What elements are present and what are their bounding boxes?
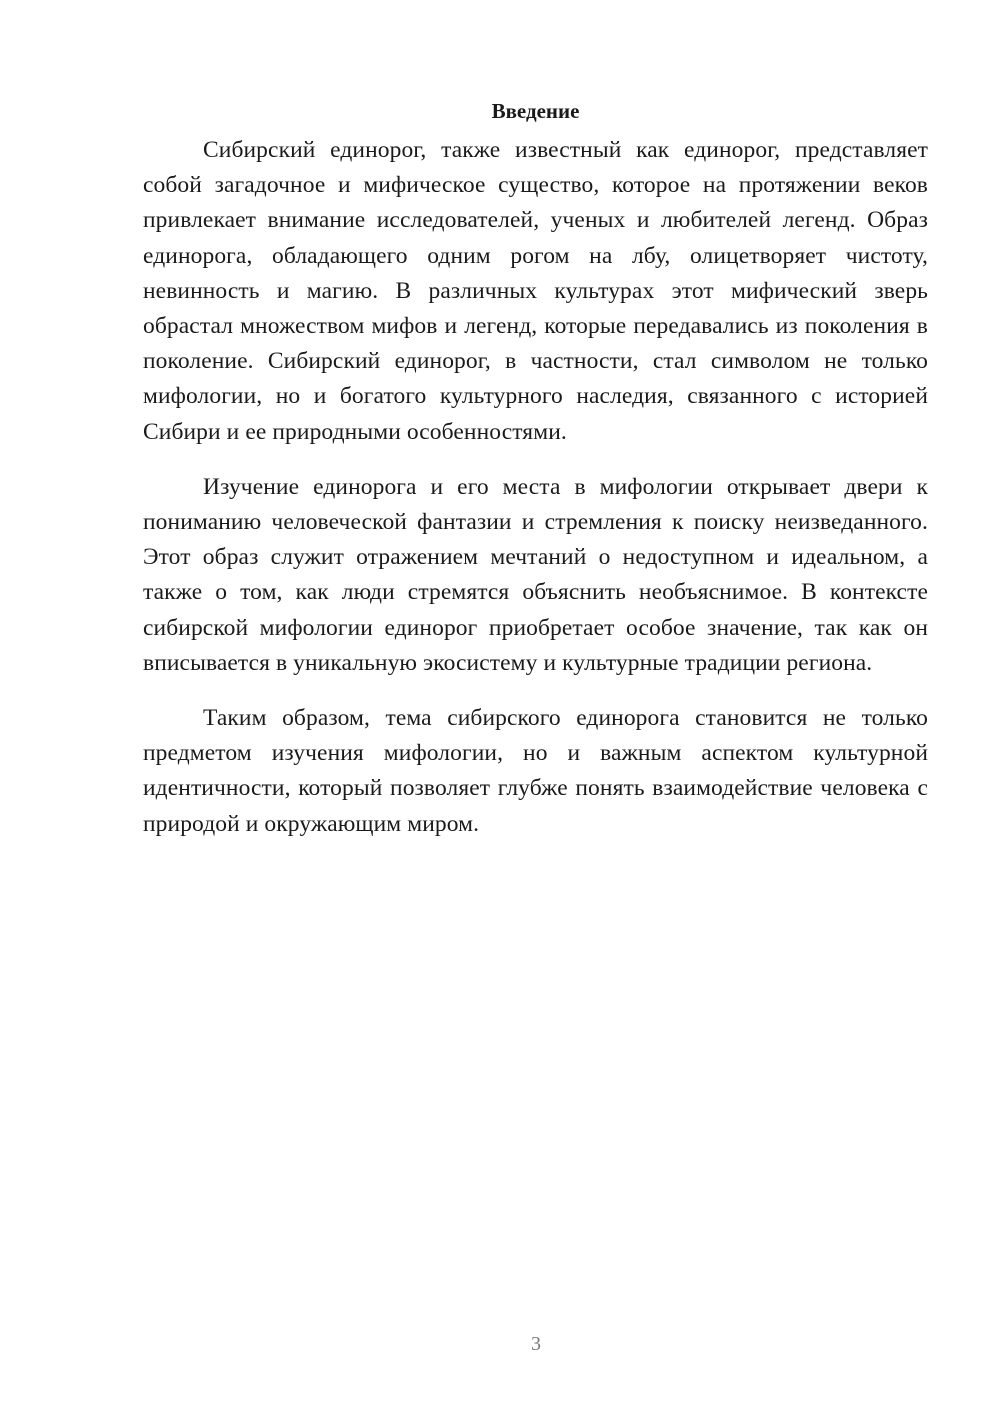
- paragraph-study: Изучение единорога и его места в мифологии открывает двери к пониманию человеческой фантазии и стремления к поиску неизведанного. Этот образ служит отражением мечтаний о недоступном и идеальном, а также о том, как люди стремятся объяснить необъяснимое. В контексте сибирской мифологии единорог приобретает особое значение, так как он вписывается в уникальную экосистему и культурные традиции региона.: [143, 473, 928, 676]
- page-number: 3: [531, 1333, 541, 1355]
- paragraph-intro: Сибирский единорог, также известный как единорог, представляет собой загадочное и мифическое существо, которое на протяжении веков привлекает внимание исследователей, ученых и любителей легенд. Образ единорога, обладающего одним рогом на лбу, олицетворяет чистоту, невинность и магию. В различных культурах этот мифический зверь обрастал множеством мифов и легенд, которые передавались из поколения в поколение. Сибирский единорог, в частности, стал символом не только мифологии, но и богатого культурного наследия, связанного с историей Сибири и ее природными особенностями.: [143, 137, 928, 445]
- section-heading: Введение: [491, 99, 580, 123]
- paragraph-conclusion: Таким образом, тема сибирского единорога становится не только предметом изучения мифологии, но и важным аспектом культурной идентичности, который позволяет глубже понять взаимодействие человека с природой и окружающим миром.: [143, 705, 928, 837]
- page-content: [143, 96, 928, 862]
